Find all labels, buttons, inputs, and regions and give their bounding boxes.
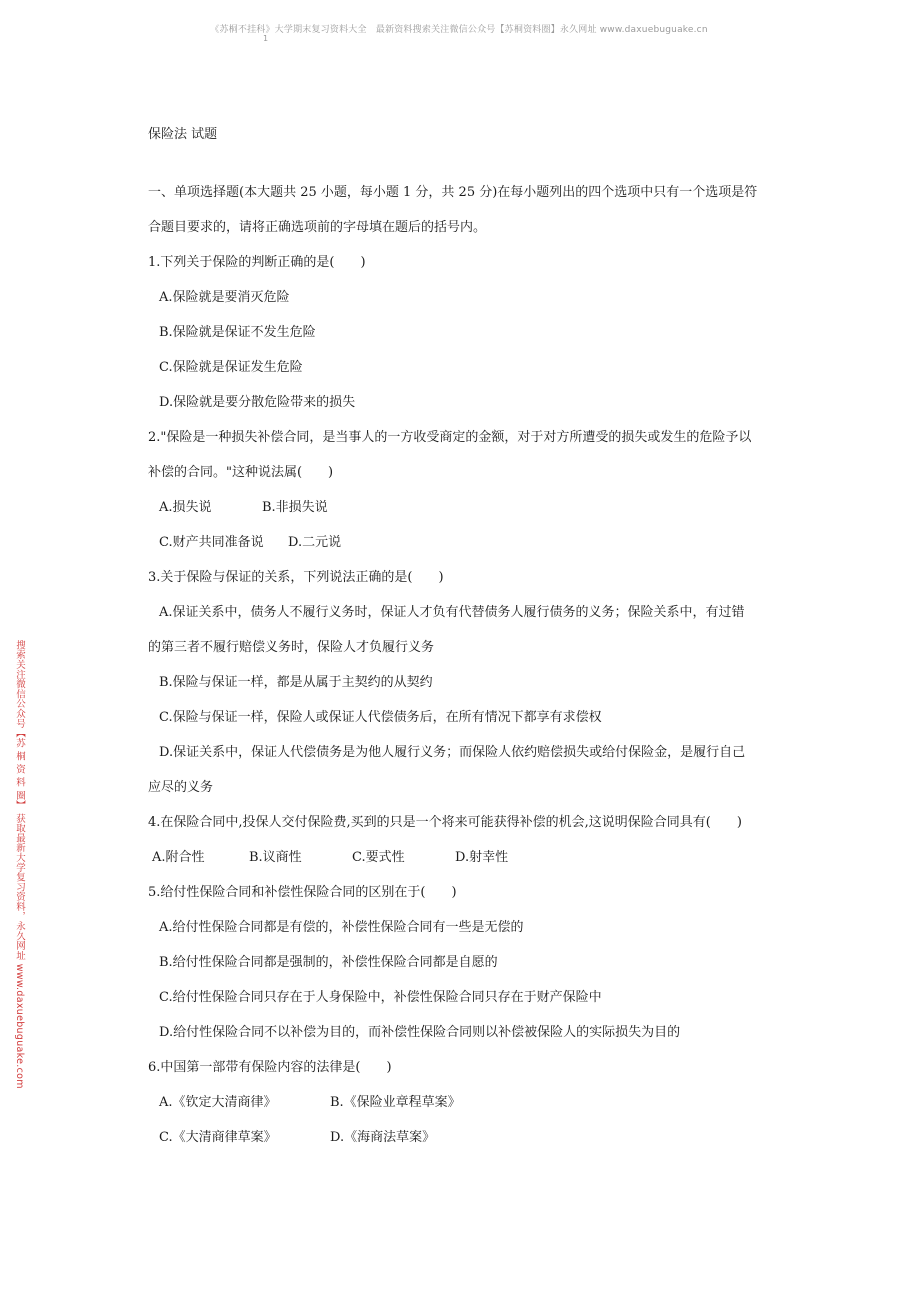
question-1-option-b: B.保险就是保证不发生危险	[159, 325, 316, 340]
header-watermark-mark: 1	[263, 34, 269, 43]
question-6-stem: 6.中国第一部带有保险内容的法律是( )	[148, 1060, 392, 1075]
question-3-stem: 3.关于保险与保证的关系，下列说法正确的是( )	[148, 570, 444, 585]
question-2-option-c: C.财产共同准备说	[159, 535, 264, 550]
question-3-option-d-line-1: D.保证关系中，保证人代偿债务是为他人履行义务；而保险人依约赔偿损失或给付保险金，是履行自己	[159, 745, 746, 760]
question-5-stem: 5.给付性保险合同和补偿性保险合同的区别在于( )	[148, 885, 457, 900]
question-5-option-a: A.给付性保险合同都是有偿的，补偿性保险合同有一些是无偿的	[159, 920, 524, 935]
question-5-option-c: C.给付性保险合同只存在于人身保险中，补偿性保险合同只存在于财产保险中	[159, 990, 602, 1005]
question-2-stem-line-1: 2."保险是一种损失补偿合同，是当事人的一方收受商定的金额，对于对方所遭受的损失或发生的危险予以	[148, 430, 752, 445]
section-heading-line-1: 一、单项选择题(本大题共 25 小题，每小题 1 分，共 25 分)在每小题列出的四个选项中只有一个选项是符	[148, 185, 758, 200]
question-6-option-d: D.《海商法草案》	[330, 1130, 436, 1145]
question-3-option-a-line-1: A.保证关系中，债务人不履行义务时，保证人才负有代替债务人履行债务的义务；保险关系中，有过错	[159, 605, 745, 620]
question-3-option-b: B.保险与保证一样，都是从属于主契约的从契约	[159, 675, 433, 690]
question-3-option-a-line-2: 的第三者不履行赔偿义务时，保险人才负履行义务	[148, 640, 435, 655]
question-3-option-c: C.保险与保证一样，保险人或保证人代偿债务后，在所有情况下都享有求偿权	[159, 710, 602, 725]
section-heading-line-2: 合题目要求的，请将正确选项前的字母填在题后的括号内。	[148, 220, 487, 235]
header-watermark: 《苏桐不挂科》大学期末复习资料大全 最新资料搜索关注微信公众号【苏桐资料圈】永久网址 www.daxuebuguake.cn	[210, 25, 708, 35]
question-5-option-b: B.给付性保险合同都是强制的，补偿性保险合同都是自愿的	[159, 955, 498, 970]
question-2-option-d: D.二元说	[288, 535, 342, 550]
question-1-option-d: D.保险就是要分散危险带来的损失	[159, 395, 356, 410]
question-4-stem: 4.在保险合同中,投保人交付保险费,买到的只是一个将来可能获得补偿的机会,这说明保险合同具有( )	[148, 815, 742, 830]
question-4-option-b: B.议商性	[249, 850, 302, 865]
question-2-option-a: A.损失说	[159, 500, 212, 515]
question-4-option-a: A.附合性	[152, 850, 205, 865]
question-1-option-a: A.保险就是要消灭危险	[159, 290, 290, 305]
question-3-option-d-line-2: 应尽的义务	[148, 780, 214, 795]
question-2-stem-line-2: 补偿的合同。"这种说法属( )	[148, 465, 334, 480]
question-6-option-b: B.《保险业章程草案》	[330, 1095, 461, 1110]
question-4-option-d: D.射幸性	[455, 850, 509, 865]
question-1-stem: 1.下列关于保险的判断正确的是( )	[148, 255, 366, 270]
question-4-option-c: C.要式性	[352, 850, 405, 865]
question-6-option-a: A.《钦定大清商律》	[159, 1095, 277, 1110]
side-watermark: 搜索关注微信公众号【苏 桐 资 料 圈】 获取最新大学复习资料，永久网址 www.daxuebuguake.com	[14, 640, 25, 1089]
question-1-option-c: C.保险就是保证发生危险	[159, 360, 303, 375]
question-6-option-c: C.《大清商律草案》	[159, 1130, 277, 1145]
question-5-option-d: D.给付性保险合同不以补偿为目的，而补偿性保险合同则以补偿被保险人的实际损失为目的	[159, 1025, 681, 1040]
document-title: 保险法 试题	[148, 127, 218, 142]
question-2-option-b: B.非损失说	[262, 500, 328, 515]
